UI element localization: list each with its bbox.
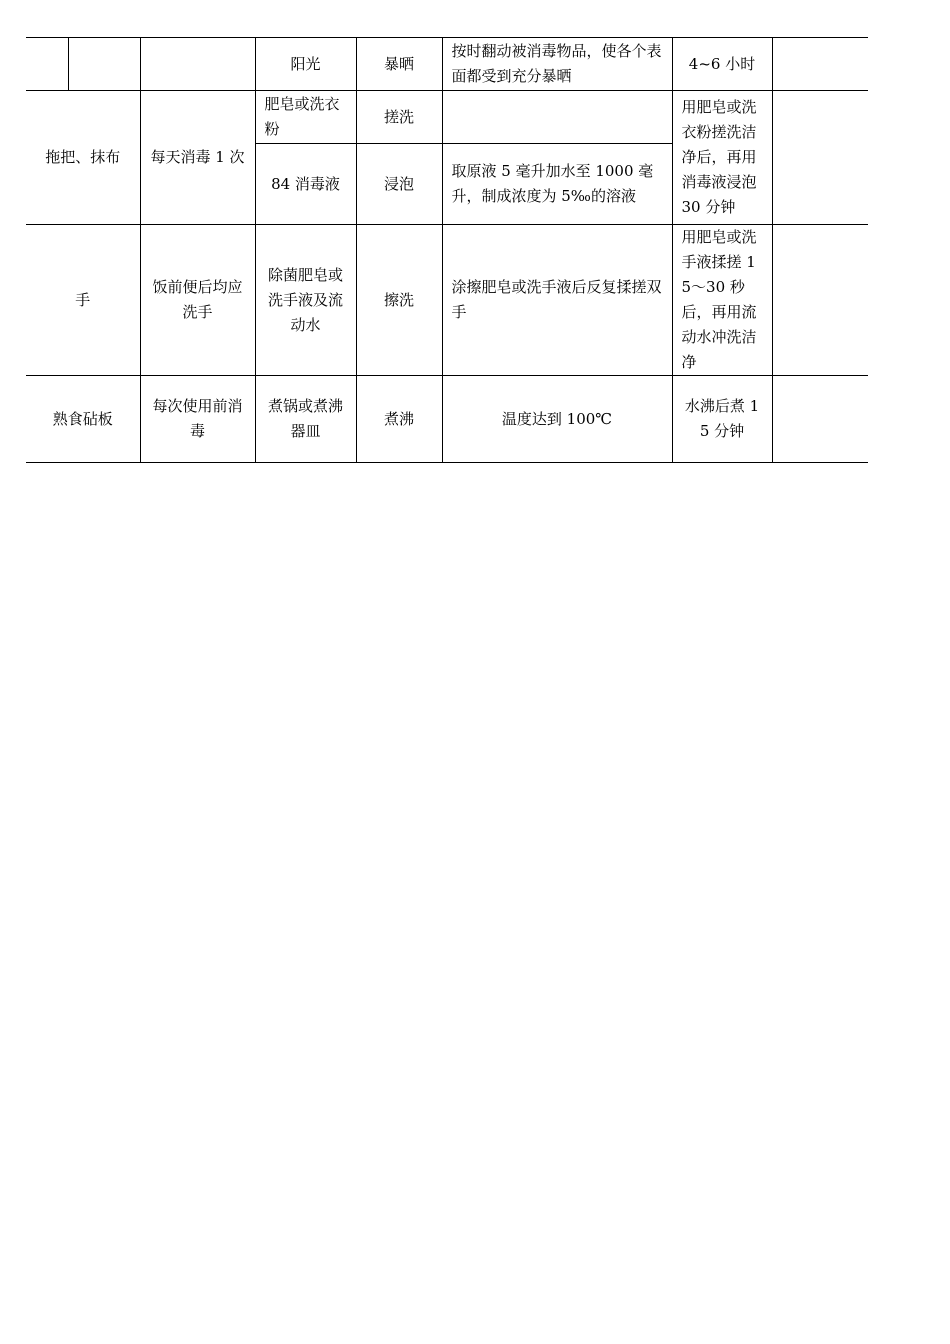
cell-object-hand: 手 <box>26 225 140 376</box>
table-row-mop-soap <box>26 91 868 144</box>
cell-time-hand: 用肥皂或洗手液揉搓 15～30 秒后，再用流动水冲洗洁净 <box>672 225 772 376</box>
table-row-board <box>26 376 868 463</box>
cell-operation-mop-soap <box>442 91 672 144</box>
cell-note-sun <box>772 38 868 91</box>
cell-object-mop: 拖把、抹布 <box>26 91 140 225</box>
cell-operation-mop-liquid: 取原液 5 毫升加水至 1000 毫升，制成浓度为 5‰的溶液 <box>442 144 672 225</box>
cell-agent-sun: 阳光 <box>255 38 356 91</box>
cell-operation-sun: 按时翻动被消毒物品，使各个表面都受到充分暴晒 <box>442 38 672 91</box>
cell-frequency-sun <box>140 38 255 91</box>
table-row-sun <box>26 38 868 91</box>
cell-agent-hand: 除菌肥皂或洗手液及流动水 <box>255 225 356 376</box>
cell-operation-board: 温度达到 100℃ <box>442 376 672 463</box>
cell-note-board <box>772 376 868 463</box>
cell-frequency-board: 每次使用前消毒 <box>140 376 255 463</box>
cell-time-sun: 4~6 小时 <box>672 38 772 91</box>
cell-frequency-mop: 每天消毒 1 次 <box>140 91 255 225</box>
cell-object-sun-right <box>68 38 140 91</box>
cell-operation-hand: 涂擦肥皂或洗手液后反复揉搓双手 <box>442 225 672 376</box>
cell-object-sun-left <box>26 38 68 91</box>
cell-time-mop: 用肥皂或洗衣粉搓洗洁净后，再用消毒液浸泡 30 分钟 <box>672 91 772 225</box>
cell-frequency-hand: 饭前便后均应洗手 <box>140 225 255 376</box>
cell-method-board: 煮沸 <box>356 376 442 463</box>
cell-agent-mop-soap: 肥皂或洗衣粉 <box>255 91 356 144</box>
cell-note-mop <box>772 91 868 225</box>
cell-method-mop-liquid: 浸泡 <box>356 144 442 225</box>
cell-agent-mop-liquid: 84 消毒液 <box>255 144 356 225</box>
cell-method-hand: 擦洗 <box>356 225 442 376</box>
cell-object-board: 熟食砧板 <box>26 376 140 463</box>
table-row-hand <box>26 225 868 376</box>
cell-time-board: 水沸后煮 15 分钟 <box>672 376 772 463</box>
cell-note-hand <box>772 225 868 376</box>
disinfection-table <box>26 37 868 463</box>
cell-method-sun: 暴晒 <box>356 38 442 91</box>
cell-method-mop-soap: 搓洗 <box>356 91 442 144</box>
cell-agent-board: 煮锅或煮沸器皿 <box>255 376 356 463</box>
